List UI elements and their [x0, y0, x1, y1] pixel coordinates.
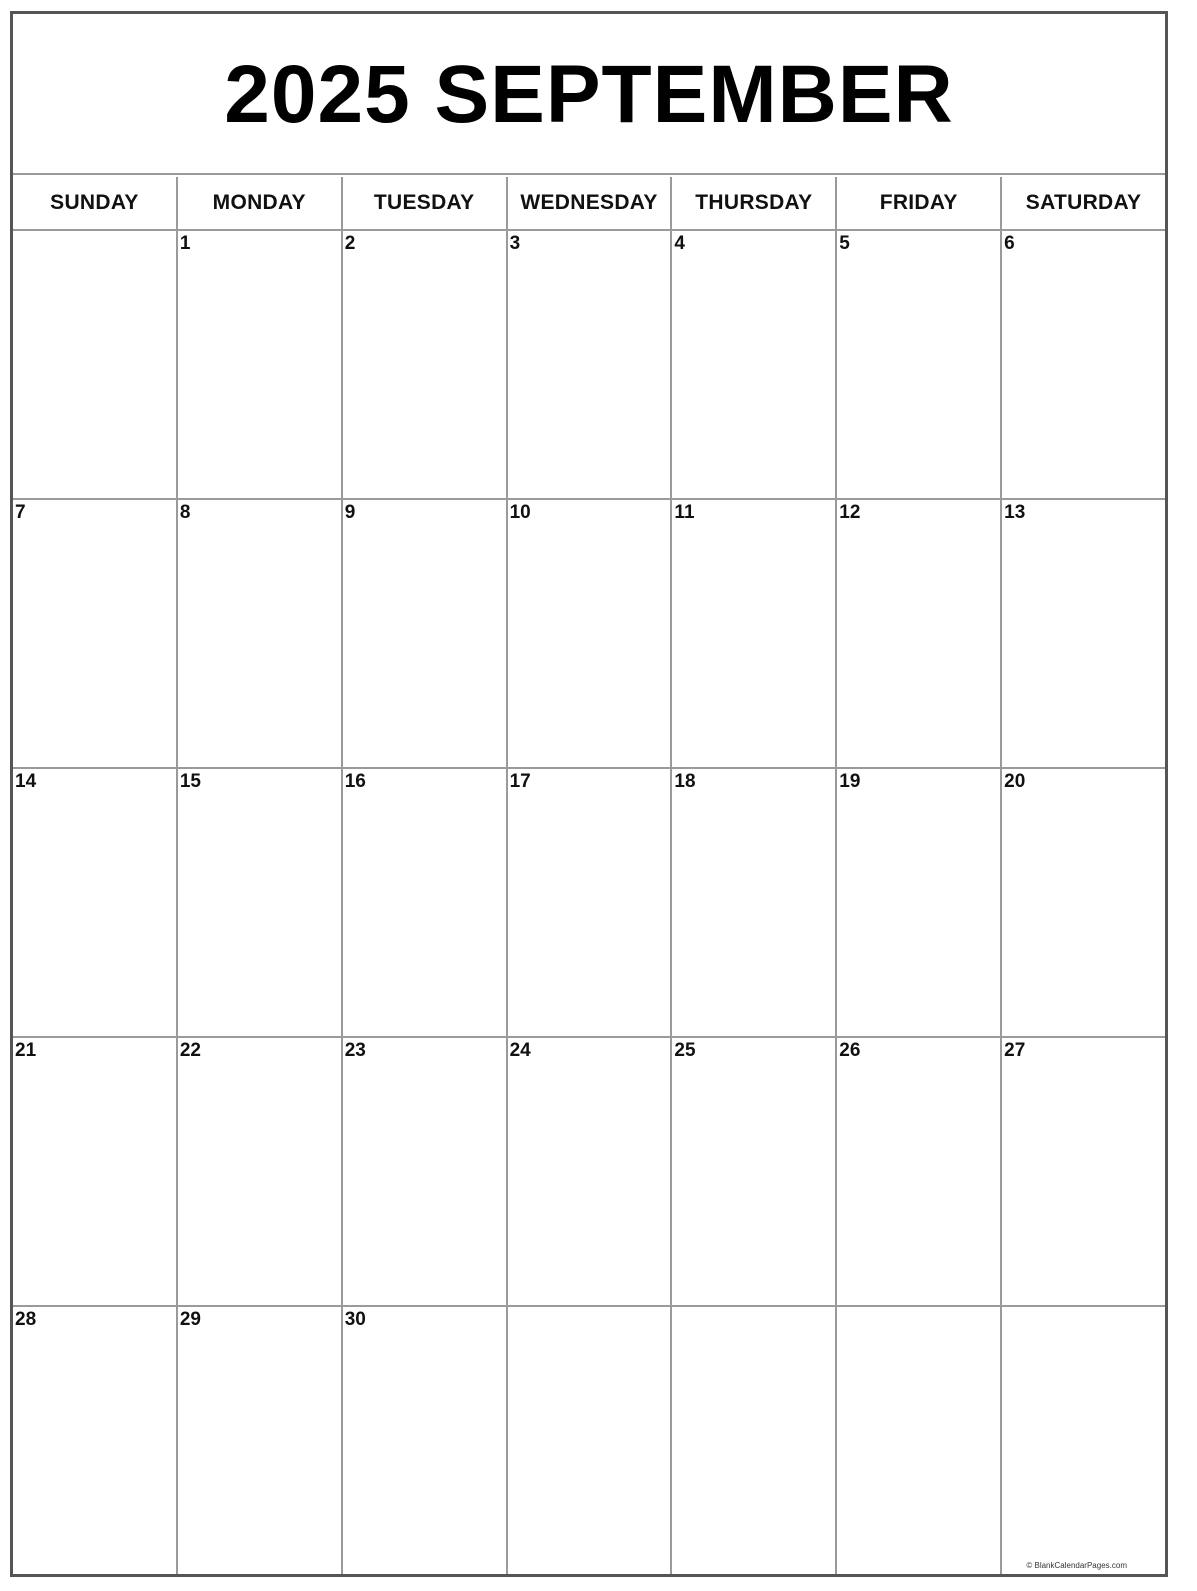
day-cell [1002, 500, 1165, 767]
day-cell [837, 1038, 1000, 1305]
date-number: 28 [15, 1309, 37, 1330]
day-cell [672, 769, 835, 1036]
day-cell [1002, 231, 1165, 498]
date-number: 22 [179, 1040, 201, 1061]
day-cell [178, 769, 341, 1036]
day-cell [1002, 1307, 1165, 1574]
day-cell [672, 500, 835, 767]
day-cell [837, 231, 1000, 498]
date-number: 11 [674, 502, 695, 523]
day-cell [178, 500, 341, 767]
day-cell [837, 500, 1000, 767]
date-number: 27 [1004, 1040, 1026, 1061]
day-cell [508, 231, 671, 498]
day-cell [1002, 1038, 1165, 1305]
day-cell [13, 1038, 176, 1305]
date-number: 6 [1004, 233, 1015, 254]
day-cell [837, 769, 1000, 1036]
date-number: 19 [839, 771, 861, 792]
day-cell [343, 231, 506, 498]
date-number: 30 [344, 1309, 366, 1330]
credit-text: © BlankCalendarPages.com [1026, 1561, 1127, 1570]
date-number: 8 [179, 502, 191, 523]
date-number: 17 [509, 771, 531, 792]
calendar-grid [13, 177, 1165, 1574]
calendar-title: 2025 SEPTEMBER [224, 48, 954, 140]
date-number: 3 [509, 233, 521, 254]
day-cell [178, 1307, 341, 1574]
day-cell [13, 1307, 176, 1574]
day-cell [343, 1307, 506, 1574]
date-number: 1 [179, 233, 191, 254]
day-cell [13, 769, 176, 1036]
date-number: 15 [179, 771, 201, 792]
date-number: 10 [509, 502, 531, 523]
day-cell [672, 1307, 835, 1574]
day-cell [508, 1038, 671, 1305]
date-number: 9 [344, 502, 356, 523]
day-cell [343, 1038, 506, 1305]
date-number: 24 [509, 1040, 531, 1061]
day-cell [13, 231, 176, 498]
date-number: 29 [179, 1309, 201, 1330]
calendar-page [10, 11, 1168, 1577]
date-number: 12 [839, 502, 861, 523]
day-cell [343, 500, 506, 767]
weekday-header-friday: FRIDAY [837, 177, 1000, 229]
day-cell [508, 1307, 671, 1574]
date-number: 2 [344, 233, 356, 254]
weekday-header-saturday: SATURDAY [1002, 177, 1165, 229]
date-number: 21 [15, 1040, 37, 1061]
day-cell [508, 769, 671, 1036]
day-cell [672, 231, 835, 498]
date-number: 20 [1004, 771, 1026, 792]
date-number: 13 [1004, 502, 1026, 523]
day-cell [178, 1038, 341, 1305]
day-cell [837, 1307, 1000, 1574]
weekday-header-wednesday: WEDNESDAY [508, 177, 671, 229]
day-cell [178, 231, 341, 498]
day-cell [508, 500, 671, 767]
date-number: 23 [344, 1040, 366, 1061]
day-cell [1002, 769, 1165, 1036]
weekday-header-thursday: THURSDAY [672, 177, 835, 229]
date-number: 26 [839, 1040, 861, 1061]
date-number: 5 [839, 233, 850, 254]
day-cell [672, 1038, 835, 1305]
weekday-header-sunday: SUNDAY [13, 177, 176, 229]
weekday-header-monday: MONDAY [178, 177, 341, 229]
day-cell [13, 500, 176, 767]
date-number: 16 [344, 771, 366, 792]
date-number: 18 [674, 771, 696, 792]
title-bar [13, 14, 1165, 175]
day-cell [343, 769, 506, 1036]
date-number: 14 [15, 771, 37, 792]
date-number: 4 [674, 233, 685, 254]
weekday-header-tuesday: TUESDAY [343, 177, 506, 229]
date-number: 7 [15, 502, 26, 523]
date-number: 25 [674, 1040, 696, 1061]
